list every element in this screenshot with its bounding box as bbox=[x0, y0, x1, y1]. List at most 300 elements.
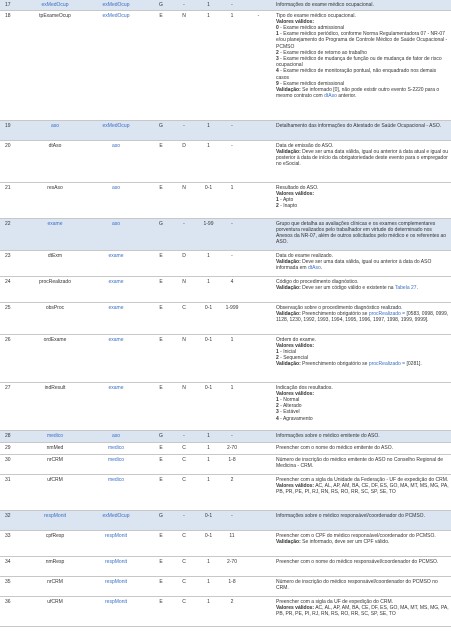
description-label: Valores válidos: bbox=[276, 390, 315, 397]
description-text: Código do procedimento diagnóstico. bbox=[276, 278, 359, 285]
row-number: 26 bbox=[0, 334, 28, 382]
description bbox=[274, 182, 451, 218]
description bbox=[274, 530, 451, 556]
description-line bbox=[276, 31, 449, 50]
size: 1 bbox=[221, 182, 243, 218]
description-text: anterior. bbox=[336, 93, 357, 100]
description-line bbox=[276, 56, 449, 68]
element-type: E bbox=[150, 250, 172, 276]
occurrence: 1 bbox=[196, 556, 221, 576]
element-type: E bbox=[150, 596, 172, 626]
description-line bbox=[276, 203, 449, 209]
occurrence: 1 bbox=[196, 454, 221, 474]
decimals bbox=[243, 218, 274, 250]
description-text: - Exame médico de retorno ao trabalho bbox=[278, 49, 367, 56]
description-label: 4 bbox=[276, 68, 279, 75]
data-type: N bbox=[172, 382, 196, 430]
parent-group[interactable]: exame bbox=[82, 334, 150, 382]
description-label: 2 bbox=[276, 403, 279, 410]
description-link[interactable]: dtAso bbox=[307, 264, 321, 271]
description-text: AC, AL, AP, AM, BA, CE, DF, ES, GO, MA, MT, MS, MG, PA, PB, PR, PE, PI, RJ, RN, RS, RO, RR, SC, SP, SE, TO bbox=[276, 604, 449, 617]
description-label: 3 bbox=[276, 55, 279, 62]
data-type: D bbox=[172, 250, 196, 276]
description-line bbox=[276, 87, 449, 99]
parent-group[interactable]: aso bbox=[82, 140, 150, 182]
data-type: C bbox=[172, 596, 196, 626]
parent-group[interactable]: aso bbox=[82, 430, 150, 442]
data-type: C bbox=[172, 454, 196, 474]
element-type: E bbox=[150, 182, 172, 218]
description-text: . bbox=[416, 284, 418, 291]
element-type: E bbox=[150, 474, 172, 510]
description-link[interactable]: procRealizado = bbox=[368, 310, 407, 317]
row-number: 19 bbox=[0, 120, 28, 140]
row-number: 34 bbox=[0, 556, 28, 576]
description-text: Preencher com o nome do médico responsável/coordenador do PCMSO. bbox=[276, 558, 439, 565]
decimals bbox=[243, 182, 274, 218]
parent-group[interactable]: medico bbox=[82, 474, 150, 510]
occurrence: 1 bbox=[196, 474, 221, 510]
description-text: Se informado [0], não pode existir outro evento S-2220 para o mesmo contrato com bbox=[276, 86, 440, 100]
size: 2-70 bbox=[221, 556, 243, 576]
table-row bbox=[0, 576, 451, 596]
description-link[interactable]: procRealizado = bbox=[368, 361, 407, 368]
row-number: 32 bbox=[0, 510, 28, 530]
data-type: N bbox=[172, 10, 196, 120]
description bbox=[274, 120, 451, 140]
decimals bbox=[243, 474, 274, 510]
description-line bbox=[276, 285, 449, 291]
data-type: D bbox=[172, 140, 196, 182]
description-text: - Agravamento bbox=[278, 415, 313, 422]
description-text: Número de inscrição do médico emitente do ASO no Conselho Regional de Medicina - CRM. bbox=[276, 456, 444, 469]
occurrence: 1 bbox=[196, 0, 221, 10]
size: 11 bbox=[221, 530, 243, 556]
data-type: - bbox=[172, 0, 196, 10]
size: 2-70 bbox=[221, 442, 243, 454]
description-line bbox=[276, 68, 449, 80]
description-label: 9 bbox=[276, 80, 279, 87]
element-type: E bbox=[150, 276, 172, 302]
data-type: C bbox=[172, 530, 196, 556]
element-type: E bbox=[150, 334, 172, 382]
data-type: N bbox=[172, 276, 196, 302]
occurrence: 1-99 bbox=[196, 218, 221, 250]
field-name: ufCRM bbox=[28, 596, 82, 626]
description-label: Valores válidos: bbox=[276, 604, 315, 611]
description-label: 0 bbox=[276, 24, 279, 31]
field-name: dtExm bbox=[28, 250, 82, 276]
parent-group[interactable]: exame bbox=[82, 302, 150, 334]
occurrence: 1 bbox=[196, 576, 221, 596]
description-text: - Exame médico de mudança de função ou de mudança de fator de risco ocupacional bbox=[276, 55, 442, 69]
description-line bbox=[276, 311, 449, 323]
description-text: Preencher com o CPF do médico responsável/coordenador do PCMSO. bbox=[276, 532, 436, 539]
element-type: E bbox=[150, 556, 172, 576]
row-number: 30 bbox=[0, 454, 28, 474]
element-type: E bbox=[150, 302, 172, 334]
decimals bbox=[243, 454, 274, 474]
table-row bbox=[0, 334, 451, 382]
description-line bbox=[276, 361, 449, 367]
description bbox=[274, 250, 451, 276]
parent-group[interactable]: exame bbox=[82, 250, 150, 276]
field-name[interactable]: exame bbox=[28, 218, 82, 250]
parent-group[interactable]: exMedOcup bbox=[82, 510, 150, 530]
size: 1-8 bbox=[221, 454, 243, 474]
description-label: Validação: bbox=[276, 86, 301, 93]
size: - bbox=[221, 250, 243, 276]
description-line bbox=[276, 483, 449, 495]
description-text: . bbox=[320, 264, 323, 271]
description-text: Data do exame realizado. bbox=[276, 252, 333, 259]
description-text: - Inapto bbox=[278, 203, 298, 210]
table-row bbox=[0, 302, 451, 334]
data-type: N bbox=[172, 334, 196, 382]
description-text: Informações sobre o médico responsável/coordenador do PCMSO. bbox=[276, 512, 425, 519]
element-type: E bbox=[150, 382, 172, 430]
description bbox=[274, 382, 451, 430]
table-row bbox=[0, 250, 451, 276]
table-row bbox=[0, 10, 451, 120]
description-text: Informações sobre o médico emitente do ASO. bbox=[276, 432, 380, 439]
description-label: Valores válidos: bbox=[276, 482, 315, 489]
row-number: 27 bbox=[0, 382, 28, 430]
row-number: 21 bbox=[0, 182, 28, 218]
description-text: Preencher com a sigla da Unidade da Federação - UF de expedição do CRM. bbox=[276, 476, 449, 483]
description-label: Valores válidos: bbox=[276, 18, 315, 25]
parent-group[interactable]: medico bbox=[82, 442, 150, 454]
decimals bbox=[243, 276, 274, 302]
field-name: tpExameOcup bbox=[28, 10, 82, 120]
description-label: 2 bbox=[276, 49, 279, 56]
row-number: 29 bbox=[0, 442, 28, 454]
description-line bbox=[276, 2, 449, 8]
field-name: ufCRM bbox=[28, 474, 82, 510]
size: - bbox=[221, 120, 243, 140]
parent-group[interactable]: respMonit bbox=[82, 556, 150, 576]
size: 1 bbox=[221, 10, 243, 120]
description bbox=[274, 454, 451, 474]
description-text: AC, AL, AP, AM, BA, CE, DF, ES, GO, MA, MT, MS, MG, PA, PB, PR, PE, PI, RJ, RN, RS, RO, RR, SC, SP, SE, TO bbox=[276, 482, 449, 495]
row-number: 24 bbox=[0, 276, 28, 302]
decimals bbox=[243, 0, 274, 10]
parent-group[interactable]: aso bbox=[82, 218, 150, 250]
description-label: 1 bbox=[276, 31, 279, 38]
size: - bbox=[221, 0, 243, 10]
table-row bbox=[0, 140, 451, 182]
parent-group[interactable]: aso bbox=[82, 182, 150, 218]
field-name: procRealizado bbox=[28, 276, 82, 302]
description-text: Deve ser uma data válida, igual ou anterior à data atual e igual ou posterior à data de início da obrigatoriedade deste evento para o empregador no eSocial. bbox=[276, 148, 449, 168]
field-name: resAso bbox=[28, 182, 82, 218]
row-number: 18 bbox=[0, 10, 28, 120]
data-type: C bbox=[172, 556, 196, 576]
size: - bbox=[221, 218, 243, 250]
data-type: - bbox=[172, 120, 196, 140]
description bbox=[274, 276, 451, 302]
row-number: 17 bbox=[0, 0, 28, 10]
description-text: Grupo que detalha as avaliações clínicas e os exames complementares porventura realizados pelo trabalhador em virtude do determinado nos Anexos da NR-07, além de outros solicitados pelo médico e os referentes ao ASO. bbox=[276, 220, 447, 246]
decimals bbox=[243, 442, 274, 454]
field-name[interactable]: aso bbox=[28, 120, 82, 140]
description-label: Valores válidos: bbox=[276, 342, 315, 349]
size: 4 bbox=[221, 276, 243, 302]
decimals bbox=[243, 530, 274, 556]
description bbox=[274, 430, 451, 442]
description-text: - Apto bbox=[278, 196, 294, 203]
occurrence: 0-1 bbox=[196, 334, 221, 382]
row-number: 22 bbox=[0, 218, 28, 250]
occurrence: 1 bbox=[196, 276, 221, 302]
description-label: Validação: bbox=[276, 538, 301, 545]
description bbox=[274, 302, 451, 334]
occurrence: 1 bbox=[196, 442, 221, 454]
element-type: G bbox=[150, 430, 172, 442]
description-text: Tipo do exame médico ocupacional. bbox=[276, 12, 356, 19]
description-text: Detalhamento das informações do Atestado de Saúde Ocupacional - ASO. bbox=[276, 122, 442, 129]
description bbox=[274, 510, 451, 530]
row-number: 23 bbox=[0, 250, 28, 276]
parent-group[interactable]: exMedOcup bbox=[82, 10, 150, 120]
description-label: 2 bbox=[276, 355, 279, 362]
description-line bbox=[276, 513, 449, 519]
size: 2 bbox=[221, 474, 243, 510]
decimals bbox=[243, 510, 274, 530]
decimals bbox=[243, 334, 274, 382]
description-label: Validação: bbox=[276, 361, 301, 368]
field-name: nmMed bbox=[28, 442, 82, 454]
description-text: Data de emissão do ASO. bbox=[276, 142, 334, 149]
occurrence: 1 bbox=[196, 596, 221, 626]
description-link[interactable]: Tabela 27 bbox=[394, 284, 417, 291]
description-line bbox=[276, 433, 449, 439]
description-line bbox=[276, 416, 449, 422]
field-name: dtAso bbox=[28, 140, 82, 182]
table-row bbox=[0, 276, 451, 302]
parent-group[interactable]: exMedOcup bbox=[82, 0, 150, 10]
occurrence: 1 bbox=[196, 250, 221, 276]
size: 1-8 bbox=[221, 576, 243, 596]
decimals bbox=[243, 596, 274, 626]
decimals bbox=[243, 382, 274, 430]
data-type: - bbox=[172, 430, 196, 442]
occurrence: 1 bbox=[196, 10, 221, 120]
field-name: cpfResp bbox=[28, 530, 82, 556]
description-text: Ordem do exame. bbox=[276, 336, 317, 343]
description-text: - Exame médico demissional bbox=[278, 80, 345, 87]
decimals bbox=[243, 576, 274, 596]
row-number: 31 bbox=[0, 474, 28, 510]
decimals bbox=[243, 140, 274, 182]
row-number: 35 bbox=[0, 576, 28, 596]
description-line bbox=[276, 221, 449, 246]
description bbox=[274, 140, 451, 182]
description bbox=[274, 10, 451, 120]
decimals bbox=[243, 120, 274, 140]
description-text: [0583, 0998, 0999, 1128, 1230, 1992, 1993, 1994, 1995, 1996, 1997, 1998, 1999, 9999]. bbox=[276, 310, 449, 323]
element-type: E bbox=[150, 530, 172, 556]
description-text: Preencher com a sigla da UF de expedição do CRM. bbox=[276, 598, 394, 605]
description-text: - Sequencial bbox=[278, 355, 308, 362]
occurrence: 0-1 bbox=[196, 510, 221, 530]
parent-group[interactable]: exMedOcup bbox=[82, 120, 150, 140]
description-label: Valores válidos: bbox=[276, 190, 315, 197]
description-label: Validação: bbox=[276, 310, 301, 317]
description-line bbox=[276, 259, 449, 271]
field-name[interactable]: medico bbox=[28, 430, 82, 442]
description-label: 1 bbox=[276, 396, 279, 403]
element-type: G bbox=[150, 510, 172, 530]
description-line bbox=[276, 457, 449, 469]
group-row bbox=[0, 510, 451, 530]
data-type: C bbox=[172, 576, 196, 596]
description-text: Deve ser um código válido e existente na bbox=[300, 284, 395, 291]
description-line bbox=[276, 605, 449, 617]
parent-group[interactable]: respMonit bbox=[82, 596, 150, 626]
size: 2 bbox=[221, 596, 243, 626]
parent-group[interactable]: exame bbox=[82, 276, 150, 302]
decimals bbox=[243, 302, 274, 334]
description bbox=[274, 474, 451, 510]
group-row bbox=[0, 120, 451, 140]
description-link[interactable]: dtAso bbox=[324, 93, 337, 100]
table-row bbox=[0, 382, 451, 430]
description-text: - Alterado bbox=[278, 403, 302, 410]
data-type: - bbox=[172, 510, 196, 530]
table-row bbox=[0, 182, 451, 218]
description-label: 1 bbox=[276, 196, 279, 203]
description-text: - Inicial bbox=[278, 348, 297, 355]
field-name[interactable]: exMedOcup bbox=[28, 0, 82, 10]
decimals bbox=[243, 556, 274, 576]
description-text: [0281]. bbox=[406, 361, 422, 368]
description-line bbox=[276, 445, 449, 451]
description-line bbox=[276, 559, 449, 565]
description bbox=[274, 576, 451, 596]
occurrence: 0-1 bbox=[196, 302, 221, 334]
description-label: 1 bbox=[276, 348, 279, 355]
description-text: Observação sobre o procedimento diagnóstico realizado. bbox=[276, 304, 403, 311]
description bbox=[274, 596, 451, 626]
occurrence: 0-1 bbox=[196, 182, 221, 218]
row-number: 36 bbox=[0, 596, 28, 626]
decimals bbox=[243, 250, 274, 276]
data-type: C bbox=[172, 302, 196, 334]
parent-group[interactable]: medico bbox=[82, 454, 150, 474]
description-line bbox=[276, 123, 449, 129]
description-text: Deve ser uma data válida, igual ou anterior à data do ASO informada em bbox=[276, 258, 432, 271]
occurrence: 1 bbox=[196, 430, 221, 442]
description-text: - Normal bbox=[278, 396, 300, 403]
row-number: 25 bbox=[0, 302, 28, 334]
description bbox=[274, 218, 451, 250]
description-text: - Estável bbox=[278, 409, 300, 416]
description-text: Resultado do ASO. bbox=[276, 184, 319, 191]
description-line bbox=[276, 149, 449, 168]
description-label: 2 bbox=[276, 203, 279, 210]
parent-group[interactable]: exame bbox=[82, 382, 150, 430]
data-type: C bbox=[172, 474, 196, 510]
description-text: Número de inscrição do médico responsável/coordenador do PCMSO no CRM. bbox=[276, 578, 438, 591]
description-label: Validação: bbox=[276, 148, 301, 155]
occurrence: 1 bbox=[196, 120, 221, 140]
table-row bbox=[0, 530, 451, 556]
decimals: - bbox=[243, 10, 274, 120]
description bbox=[274, 442, 451, 454]
row-number: 33 bbox=[0, 530, 28, 556]
table-row bbox=[0, 442, 451, 454]
occurrence: 1 bbox=[196, 140, 221, 182]
description-text: Preenchimento obrigatório se bbox=[300, 310, 369, 317]
description bbox=[274, 556, 451, 576]
field-name: nrCRM bbox=[28, 454, 82, 474]
group-row bbox=[0, 430, 451, 442]
size: - bbox=[221, 510, 243, 530]
group-row bbox=[0, 218, 451, 250]
table-row bbox=[0, 474, 451, 510]
size: - bbox=[221, 430, 243, 442]
description-line bbox=[276, 539, 449, 545]
group-row bbox=[0, 0, 451, 10]
parent-group[interactable]: respMonit bbox=[82, 576, 150, 596]
data-type: - bbox=[172, 218, 196, 250]
data-type: C bbox=[172, 442, 196, 454]
parent-group[interactable]: respMonit bbox=[82, 530, 150, 556]
element-type: G bbox=[150, 218, 172, 250]
description-text: Se informado, deve ser um CPF válido. bbox=[300, 538, 390, 545]
description-label: 4 bbox=[276, 415, 279, 422]
description-text: Preenchimento obrigatório se bbox=[300, 361, 369, 368]
element-type: E bbox=[150, 454, 172, 474]
size: 1 bbox=[221, 334, 243, 382]
description-text: Informações do exame médico ocupacional. bbox=[276, 2, 374, 8]
element-type: E bbox=[150, 140, 172, 182]
table-row bbox=[0, 596, 451, 626]
description-text: Preencher com o nome do médico emitente do ASO. bbox=[276, 444, 394, 451]
description-text: - Exame médico admissional bbox=[278, 24, 345, 31]
description-label: Validação: bbox=[276, 284, 301, 291]
size: - bbox=[221, 140, 243, 182]
occurrence: 0-1 bbox=[196, 530, 221, 556]
element-type: G bbox=[150, 120, 172, 140]
description-text: Indicação dos resultados. bbox=[276, 384, 333, 391]
size: 1-999 bbox=[221, 302, 243, 334]
element-type: E bbox=[150, 576, 172, 596]
row-number: 20 bbox=[0, 140, 28, 182]
element-type: E bbox=[150, 442, 172, 454]
field-name: obsProc bbox=[28, 302, 82, 334]
decimals bbox=[243, 430, 274, 442]
data-type: N bbox=[172, 182, 196, 218]
field-name: nmResp bbox=[28, 556, 82, 576]
description-text: - Exame médico periódico, conforme Norma Regulamentadora 07 - NR-07 e/ou planejamento do Programa de Controle Médico de Saúde Ocupacional - PCMSO bbox=[276, 31, 448, 50]
element-type: G bbox=[150, 0, 172, 10]
description-label: 3 bbox=[276, 409, 279, 416]
field-name: ordExame bbox=[28, 334, 82, 382]
field-name[interactable]: respMonit bbox=[28, 510, 82, 530]
description bbox=[274, 334, 451, 382]
description bbox=[274, 0, 451, 10]
table-row bbox=[0, 556, 451, 576]
description-line bbox=[276, 579, 449, 591]
description-label: Validação: bbox=[276, 258, 301, 265]
table-row bbox=[0, 454, 451, 474]
row-number: 28 bbox=[0, 430, 28, 442]
field-name: indResult bbox=[28, 382, 82, 430]
occurrence: 0-1 bbox=[196, 382, 221, 430]
element-type: E bbox=[150, 10, 172, 120]
